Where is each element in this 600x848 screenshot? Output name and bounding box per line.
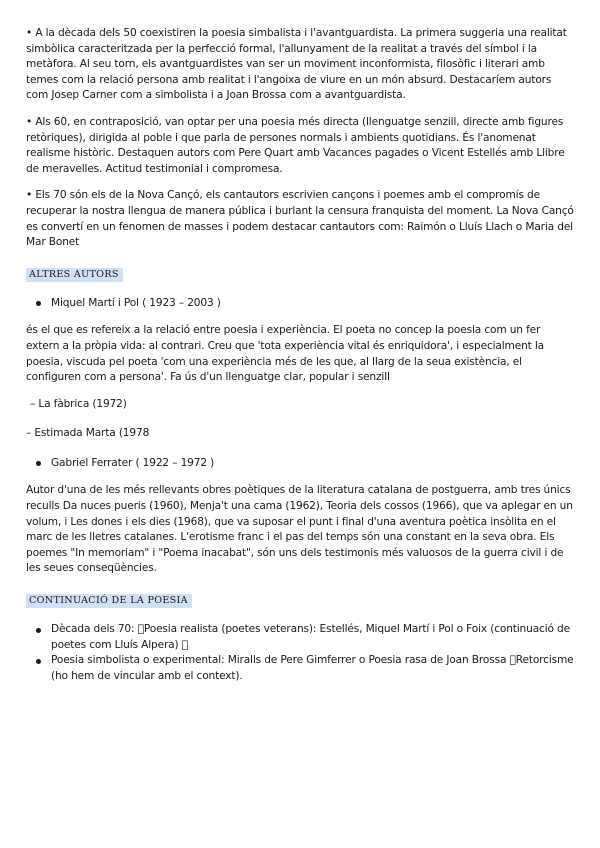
paragraph-50s: • A la dècada dels 50 coexistiren la poesia simbalista i l'avantguardista. La primera suggeria una realitat simbòlica caracteritzada per la perfecció formal, l'allunyament de la realitat a través del símbol i la metàfora. Al seu torn, els avantguardistes van ser un moviment inconformista, filosòfic i literari amb temes com la relació persona amb realitat i l'angoixa de viure en un món absurd. Destacaríem autors com Josep Carner com a simbolista i a Joan Brossa com a avantguardista. (26, 27, 567, 102)
author-description-ferrater: Autor d'una de les més rellevants obres poètiques de la literatura catalana de postguerra, amb tres únics reculls Da nuces pueris (1960), Menja't una cama (1962), Teoria dels cossos (1966), que va aplegar en un volum, i Les dones i els dies (1968), que va suposar el punt i final d'una aventura poètica insòlita en el marc de les lletres catalanes. L'erotisme franc i el pas del temps són una constant en la seva obra. Els poemes "In memoriam" i "Poema inacabat", són uns dels testimonis més valuosos de la guerra civil i de les seues conseqüències. (26, 484, 573, 575)
section-heading-altres-autors: ALTRES AUTORS (26, 268, 123, 282)
author-name-marti-i-pol: Miquel Martí i Pol ( 1923 – 2003 ) (51, 296, 221, 309)
continuation-list (26, 622, 574, 684)
list-item (26, 653, 574, 684)
author-list-ferrater (26, 456, 574, 472)
author-description-marti-i-pol: és el que es refereix a la relació entre poesia i experiència. El poeta no concep la poesia com un fer extern a la pròpia vida: al contrari. Creu que 'tota experiència vital és enriquidora', i especialment la poesia, viscuda pel poeta 'com una experiència més de les que, al llarg de la seua existència, el configuren com a persona'. Fa ús d'un llenguatge clar, popular i senzill (26, 324, 545, 384)
list-item (26, 456, 574, 472)
paragraph-60s: • Als 60, en contraposició, van optar per una poesia més directa (llenguatge senzill, directe amb figures retòriques), dirigida al poble i que parla de persones normals i ambients quotidians. És l'anomenat realisme històric. Destaquen autors com Pere Quart amb Vacances pagades o Vicent Estellés amb Llibre de meravelles. Actitud testimonial i compromesa. (26, 115, 565, 175)
work-item-la-fabrica: – La fàbrica (1972) (30, 397, 127, 410)
paragraph-70s: • Els 70 són els de la Nova Cançó, els cantautors escrivien cançons i poemes amb el compromís de recuperar la nostra llengua de manera pública i burlant la censura franquista del moment. La Nova Cançó es convertí en un fenomen de masses i podem destacar cantautors com: Raimón o Lluís Llach o Maria del Mar Bonet (26, 189, 574, 249)
list-item (26, 296, 574, 312)
continuation-item-simbolista: Poesia simbolista o experimental: Miralls de Pere Gimferrer o Poesia rasa de Joan Brossa  Retorcisme (ho hem de vincular amb el context). (51, 654, 574, 682)
bullet-icon (36, 301, 41, 306)
author-name-ferrater: Gabriel Ferrater ( 1922 – 1972 ) (51, 456, 215, 469)
bullet-icon (36, 628, 41, 633)
continuation-item-70s: Dècada dels 70:  Poesia realista (poetes veterans): Estellés, Miquel Martí i Pol o Foix (continuació de poetes com Lluís Alpera)   (51, 623, 570, 651)
bullet-icon (36, 461, 41, 466)
list-item (26, 622, 574, 653)
bullet-icon (36, 659, 41, 664)
section-heading-continuacio: CONTINUACIÓ DE LA POESIA (26, 594, 192, 608)
author-list-marti (26, 296, 574, 312)
work-item-estimada-marta: – Estimada Marta (1978 (26, 427, 150, 440)
